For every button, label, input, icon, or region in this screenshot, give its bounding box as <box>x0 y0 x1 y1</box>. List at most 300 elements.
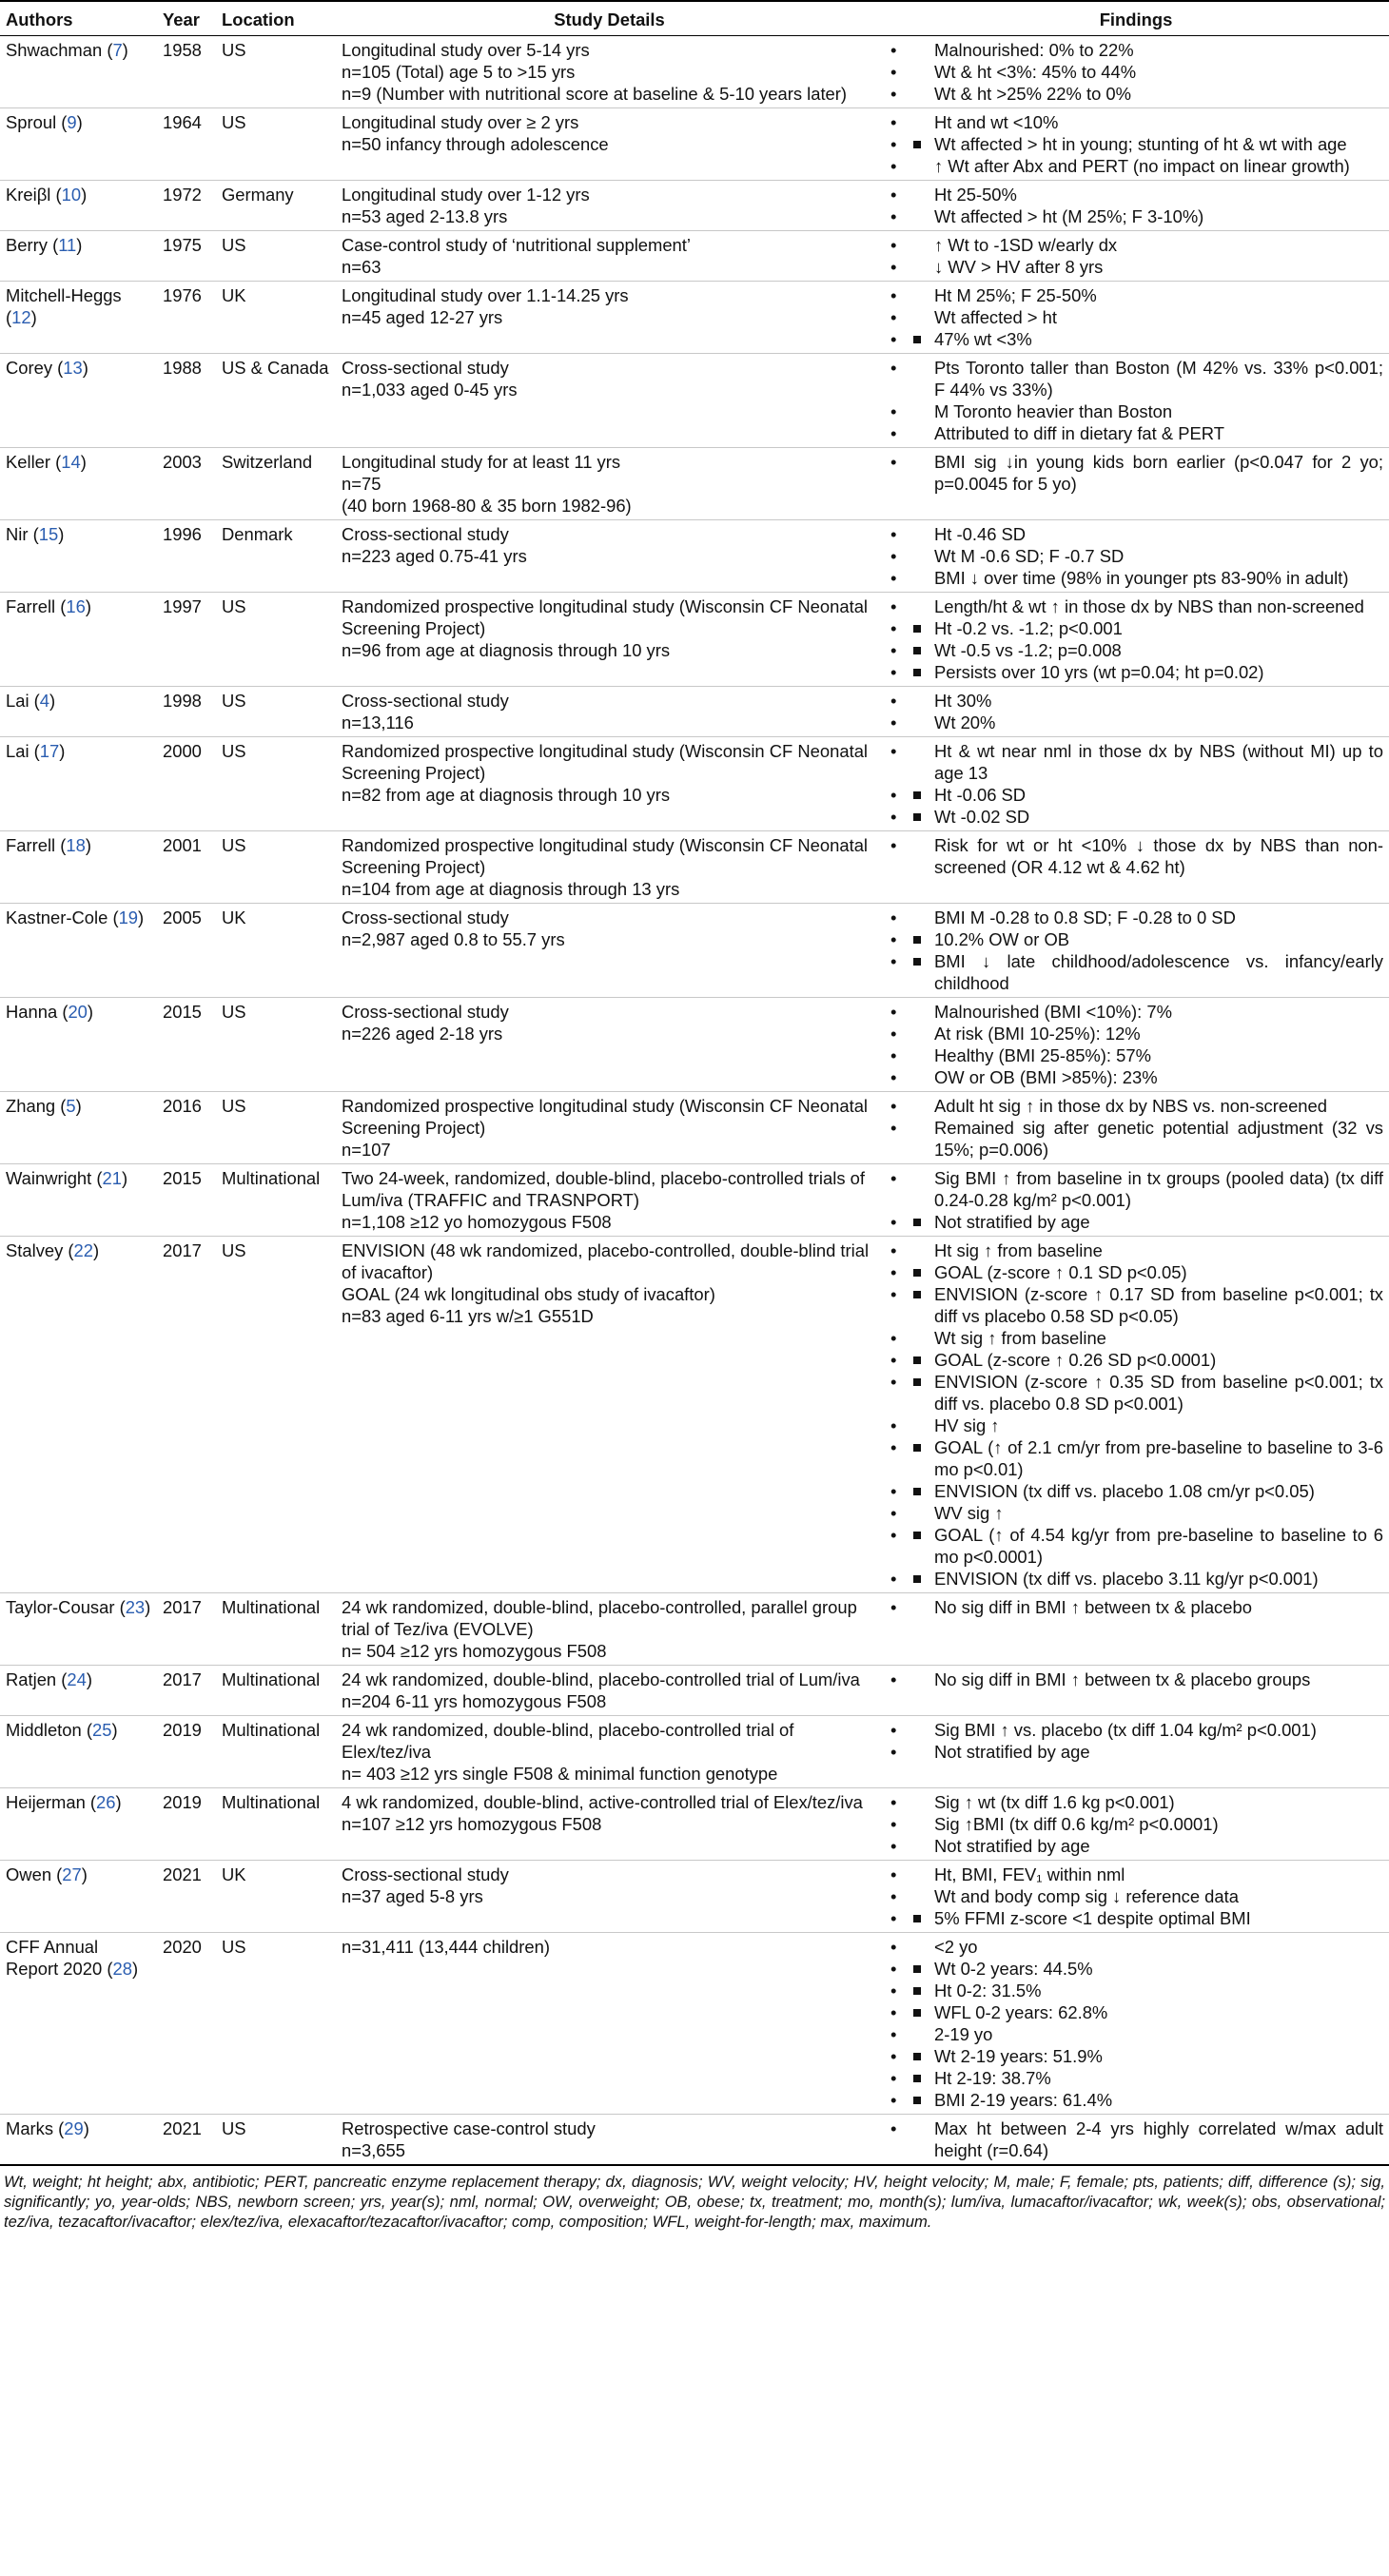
study-detail-line: n=75 <box>342 474 381 494</box>
table-row <box>0 520 1389 593</box>
table-row <box>0 904 1389 998</box>
finding-subitem: • Wt -0.5 vs -1.2; p=0.008 <box>889 639 1383 661</box>
cell-study-details <box>336 520 883 593</box>
cell-findings <box>883 1716 1389 1788</box>
cell-author: Taylor-Cousar (23) <box>0 1593 157 1666</box>
cell-year: 1998 <box>157 687 216 737</box>
header-location: Location <box>216 1 336 36</box>
cell-location: Multinational <box>216 1164 336 1237</box>
study-detail-line: Cross-sectional study <box>342 907 509 927</box>
cell-location: US <box>216 36 336 108</box>
author-name: Stalvey <box>6 1240 64 1260</box>
cell-author: Mitchell-Heggs (12) <box>0 282 157 354</box>
reference-link[interactable]: 18 <box>66 835 86 855</box>
finding-subitem: • Ht 0-2: 31.5% <box>889 1980 1383 2001</box>
study-detail-line: n= 403 ≥12 yrs single F508 & minimal function genotype <box>342 1764 778 1784</box>
finding-item: • Malnourished (BMI <10%): 7% <box>889 1001 1383 1023</box>
cell-author: Kreiβl (10) <box>0 181 157 231</box>
finding-item: • M Toronto heavier than Boston <box>889 400 1383 422</box>
author-name: Corey <box>6 358 53 378</box>
study-detail-line: Randomized prospective longitudinal study (Wisconsin CF Neonatal Screening Project) <box>342 835 869 877</box>
findings-list <box>889 523 1383 589</box>
finding-item: • WV sig ↑ <box>889 1502 1383 1524</box>
cell-study-details <box>336 282 883 354</box>
finding-item: • BMI sig ↓in young kids born earlier (p<0.047 for 2 yo; p=0.0045 for 5 yo) <box>889 451 1383 495</box>
cell-year: 2021 <box>157 2115 216 2166</box>
reference-link[interactable]: 20 <box>68 1002 88 1022</box>
cell-findings <box>883 448 1389 520</box>
findings-list <box>889 1239 1383 1590</box>
finding-subitem: • BMI 2-19 years: 61.4% <box>889 2089 1383 2111</box>
study-detail-line: Longitudinal study over 5-14 yrs <box>342 40 590 60</box>
finding-subitem: • Wt -0.02 SD <box>889 806 1383 828</box>
cell-study-details <box>336 1716 883 1788</box>
finding-item: • Sig BMI ↑ from baseline in tx groups (pooled data) (tx diff 0.24-0.28 kg/m² p<0.001) <box>889 1167 1383 1211</box>
finding-item: • Ht -0.46 SD <box>889 523 1383 545</box>
table-row <box>0 1237 1389 1593</box>
study-detail-line: n=53 aged 2-13.8 yrs <box>342 206 508 226</box>
study-detail-line: 24 wk randomized, double-blind, placebo-controlled trial of Elex/tez/iva <box>342 1720 794 1762</box>
finding-subitem: • 5% FFMI z-score <1 despite optimal BMI <box>889 1907 1383 1929</box>
finding-subitem: • 47% wt <3% <box>889 328 1383 350</box>
findings-list <box>889 834 1383 878</box>
cell-year: 2015 <box>157 998 216 1092</box>
cell-study-details <box>336 1666 883 1716</box>
reference-link[interactable]: 14 <box>61 452 81 472</box>
study-detail-line: n=226 aged 2-18 yrs <box>342 1024 503 1044</box>
finding-subitem: • GOAL (z-score ↑ 0.1 SD p<0.05) <box>889 1261 1383 1283</box>
reference-link[interactable]: 9 <box>67 112 77 132</box>
study-detail-line: n=105 (Total) age 5 to >15 yrs <box>342 62 576 82</box>
reference-link[interactable]: 24 <box>67 1669 87 1689</box>
finding-item: • Wt & ht >25% 22% to 0% <box>889 83 1383 105</box>
cell-study-details <box>336 737 883 831</box>
finding-item: • Wt affected > ht <box>889 306 1383 328</box>
reference-link[interactable]: 25 <box>91 1720 112 1740</box>
author-name: Farrell <box>6 596 56 616</box>
cell-location: Multinational <box>216 1666 336 1716</box>
author-name: Lai <box>6 741 29 761</box>
table-row <box>0 1092 1389 1164</box>
finding-item: • At risk (BMI 10-25%): 12% <box>889 1023 1383 1044</box>
finding-item: • Remained sig after genetic potential adjustment (32 vs 15%; p=0.006) <box>889 1117 1383 1161</box>
study-detail-line: n=223 aged 0.75-41 yrs <box>342 546 527 566</box>
table-row <box>0 231 1389 282</box>
cell-author: Corey (13) <box>0 354 157 448</box>
cell-author: Berry (11) <box>0 231 157 282</box>
study-detail-line: Cross-sectional study <box>342 691 509 711</box>
table-row <box>0 1666 1389 1716</box>
finding-subitem: • Wt affected > ht in young; stunting of ht & wt with age <box>889 133 1383 155</box>
cell-location: US <box>216 831 336 904</box>
author-name: Mitchell-Heggs <box>6 285 122 305</box>
cell-year: 1996 <box>157 520 216 593</box>
table-row <box>0 737 1389 831</box>
cell-year: 2005 <box>157 904 216 998</box>
finding-item: • 2-19 yo <box>889 2023 1383 2045</box>
findings-list <box>889 184 1383 227</box>
study-detail-line: n=37 aged 5-8 yrs <box>342 1886 483 1906</box>
reference-link[interactable]: 19 <box>118 907 139 927</box>
cell-location: UK <box>216 1861 336 1933</box>
finding-subitem: • Not stratified by age <box>889 1211 1383 1233</box>
study-detail-line: n=96 from age at diagnosis through 10 yrs <box>342 640 671 660</box>
cell-year: 2021 <box>157 1861 216 1933</box>
study-detail-line: n=104 from age at diagnosis through 13 yrs <box>342 879 680 899</box>
study-detail-line: GOAL (24 wk longitudinal obs study of ivacaftor) <box>342 1284 715 1304</box>
findings-list <box>889 1596 1383 1618</box>
cell-location: UK <box>216 282 336 354</box>
findings-list <box>889 357 1383 444</box>
reference-link[interactable]: 28 <box>112 1959 132 1979</box>
cell-year: 2019 <box>157 1716 216 1788</box>
cell-year: 1976 <box>157 282 216 354</box>
cell-study-details <box>336 1788 883 1861</box>
author-name: Heijerman <box>6 1792 86 1812</box>
cell-year: 2016 <box>157 1092 216 1164</box>
cell-location: US <box>216 1092 336 1164</box>
finding-item: • Sig ↑ wt (tx diff 1.6 kg p<0.001) <box>889 1791 1383 1813</box>
reference-link[interactable]: 26 <box>96 1792 116 1812</box>
cell-location: US <box>216 108 336 181</box>
cell-study-details <box>336 448 883 520</box>
table-row <box>0 1933 1389 2115</box>
finding-subitem: • WFL 0-2 years: 62.8% <box>889 2001 1383 2023</box>
finding-item: • Max ht between 2-4 yrs highly correlated w/max adult height (r=0.64) <box>889 2117 1383 2161</box>
finding-subitem: • Ht -0.2 vs. -1.2; p<0.001 <box>889 617 1383 639</box>
cell-year: 1972 <box>157 181 216 231</box>
reference-link[interactable]: 21 <box>102 1168 122 1188</box>
study-detail-line: Cross-sectional study <box>342 358 509 378</box>
finding-item: • ↓ WV > HV after 8 yrs <box>889 256 1383 278</box>
finding-item: • Pts Toronto taller than Boston (M 42% vs. 33% p<0.001; F 44% vs 33%) <box>889 357 1383 400</box>
cell-author: Lai (17) <box>0 737 157 831</box>
cell-location: Denmark <box>216 520 336 593</box>
finding-item: • Ht and wt <10% <box>889 111 1383 133</box>
reference-link[interactable]: 5 <box>66 1096 76 1116</box>
study-detail-line: n=50 infancy through adolescence <box>342 134 609 154</box>
cell-findings <box>883 1933 1389 2115</box>
author-name: Middleton <box>6 1720 82 1740</box>
cell-location: US & Canada <box>216 354 336 448</box>
author-name: Nir <box>6 524 29 544</box>
author-name: Sproul <box>6 112 57 132</box>
study-detail-line: n=13,116 <box>342 712 414 732</box>
reference-link[interactable]: 27 <box>62 1864 82 1884</box>
cell-author: Middleton (25) <box>0 1716 157 1788</box>
table-row <box>0 593 1389 687</box>
cell-location: US <box>216 687 336 737</box>
cell-findings <box>883 520 1389 593</box>
reference-link[interactable]: 12 <box>11 307 31 327</box>
finding-item: • <2 yo <box>889 1936 1383 1958</box>
cell-findings <box>883 737 1389 831</box>
study-detail-line: n=63 <box>342 257 381 277</box>
study-detail-line: n=83 aged 6-11 yrs w/≥1 G551D <box>342 1306 594 1326</box>
reference-link[interactable]: 4 <box>39 691 50 711</box>
cell-location: US <box>216 998 336 1092</box>
cell-year: 2019 <box>157 1788 216 1861</box>
finding-subitem: • GOAL (↑ of 2.1 cm/yr from pre-baseline to baseline to 3-6 mo p<0.01) <box>889 1436 1383 1480</box>
reference-link[interactable]: 29 <box>64 2118 84 2138</box>
reference-link[interactable]: 22 <box>73 1240 94 1260</box>
cell-findings <box>883 354 1389 448</box>
header-findings: Findings <box>883 1 1389 36</box>
findings-list <box>889 1001 1383 1088</box>
finding-item: • Ht 25-50% <box>889 184 1383 205</box>
cell-study-details <box>336 1092 883 1164</box>
study-detail-line: Longitudinal study for at least 11 yrs <box>342 452 621 472</box>
cell-author: Lai (4) <box>0 687 157 737</box>
table-row <box>0 1164 1389 1237</box>
study-detail-line: n=9 (Number with nutritional score at baseline & 5-10 years later) <box>342 84 848 104</box>
finding-subitem: • Persists over 10 yrs (wt p=0.04; ht p=0.02) <box>889 661 1383 683</box>
finding-item: • Sig BMI ↑ vs. placebo (tx diff 1.04 kg/m² p<0.001) <box>889 1719 1383 1741</box>
author-name: Ratjen <box>6 1669 57 1689</box>
cell-study-details <box>336 36 883 108</box>
findings-list <box>889 1864 1383 1929</box>
reference-link[interactable]: 17 <box>39 741 60 761</box>
header-year: Year <box>157 1 216 36</box>
findings-list <box>889 284 1383 350</box>
cell-findings <box>883 593 1389 687</box>
cell-findings <box>883 1861 1389 1933</box>
cell-location: US <box>216 231 336 282</box>
author-name: Kastner-Cole <box>6 907 108 927</box>
cell-year: 2000 <box>157 737 216 831</box>
finding-item: • No sig diff in BMI ↑ between tx & placebo groups <box>889 1669 1383 1690</box>
table-row <box>0 998 1389 1092</box>
finding-item: • Ht 30% <box>889 690 1383 712</box>
cell-findings <box>883 904 1389 998</box>
finding-item: • Length/ht & wt ↑ in those dx by NBS than non-screened <box>889 595 1383 617</box>
findings-list <box>889 1095 1383 1161</box>
author-name: Berry <box>6 235 48 255</box>
study-detail-line: Retrospective case-control study <box>342 2118 596 2138</box>
cell-location: US <box>216 2115 336 2166</box>
table-row <box>0 2115 1389 2166</box>
finding-subitem: • ENVISION (tx diff vs. placebo 1.08 cm/yr p<0.05) <box>889 1480 1383 1502</box>
author-name: Shwachman <box>6 40 103 60</box>
reference-link[interactable]: 23 <box>125 1597 146 1617</box>
cell-study-details <box>336 108 883 181</box>
cell-findings <box>883 998 1389 1092</box>
cell-location: UK <box>216 904 336 998</box>
findings-list <box>889 595 1383 683</box>
finding-item: • HV sig ↑ <box>889 1415 1383 1436</box>
cell-findings <box>883 282 1389 354</box>
cell-study-details <box>336 593 883 687</box>
cell-findings <box>883 1092 1389 1164</box>
cell-findings <box>883 687 1389 737</box>
cell-author: Farrell (18) <box>0 831 157 904</box>
findings-list <box>889 39 1383 105</box>
findings-list <box>889 234 1383 278</box>
finding-item: • Not stratified by age <box>889 1741 1383 1763</box>
finding-subitem: • 10.2% OW or OB <box>889 928 1383 950</box>
table-row <box>0 181 1389 231</box>
study-detail-line: n= 504 ≥12 yrs homozygous F508 <box>342 1641 607 1661</box>
cell-author: Sproul (9) <box>0 108 157 181</box>
finding-item: • OW or OB (BMI >85%): 23% <box>889 1066 1383 1088</box>
study-detail-line: Cross-sectional study <box>342 1864 509 1884</box>
findings-list <box>889 907 1383 994</box>
cell-location: Multinational <box>216 1788 336 1861</box>
cell-author: Ratjen (24) <box>0 1666 157 1716</box>
table-row <box>0 1861 1389 1933</box>
study-detail-line: n=31,411 (13,444 children) <box>342 1937 550 1957</box>
finding-subitem: • BMI ↓ late childhood/adolescence vs. infancy/early childhood <box>889 950 1383 994</box>
cell-findings <box>883 1237 1389 1593</box>
study-detail-line: Randomized prospective longitudinal study (Wisconsin CF Neonatal Screening Project) <box>342 741 869 783</box>
cell-location: US <box>216 1933 336 2115</box>
table-row <box>0 831 1389 904</box>
table-row <box>0 282 1389 354</box>
cell-location: US <box>216 1237 336 1593</box>
author-name: Farrell <box>6 835 56 855</box>
author-name: Taylor-Cousar <box>6 1597 115 1617</box>
cell-study-details <box>336 1237 883 1593</box>
finding-subitem: • Wt 2-19 years: 51.9% <box>889 2045 1383 2067</box>
cell-findings <box>883 1666 1389 1716</box>
cell-year: 1964 <box>157 108 216 181</box>
cell-findings <box>883 108 1389 181</box>
cell-author: Keller (14) <box>0 448 157 520</box>
cell-location: Multinational <box>216 1716 336 1788</box>
finding-item: • Wt & ht <3%: 45% to 44% <box>889 61 1383 83</box>
finding-subitem: • ENVISION (z-score ↑ 0.17 SD from baseline p<0.001; tx diff vs placebo 0.58 SD p<0.05) <box>889 1283 1383 1327</box>
author-name: Zhang <box>6 1096 56 1116</box>
table-row <box>0 1716 1389 1788</box>
cell-study-details <box>336 1164 883 1237</box>
cell-author: Hanna (20) <box>0 998 157 1092</box>
cell-findings <box>883 1164 1389 1237</box>
cell-year: 1988 <box>157 354 216 448</box>
cell-study-details <box>336 354 883 448</box>
study-detail-line: n=45 aged 12-27 yrs <box>342 307 503 327</box>
finding-item: • Healthy (BMI 25-85%): 57% <box>889 1044 1383 1066</box>
study-detail-line: Cross-sectional study <box>342 524 509 544</box>
cell-study-details <box>336 687 883 737</box>
findings-list <box>889 451 1383 495</box>
study-detail-line: Longitudinal study over ≥ 2 yrs <box>342 112 579 132</box>
table-row <box>0 687 1389 737</box>
cell-year: 1958 <box>157 36 216 108</box>
finding-subitem: • Ht -0.06 SD <box>889 784 1383 806</box>
cell-findings <box>883 1788 1389 1861</box>
finding-item: • Wt M -0.6 SD; F -0.7 SD <box>889 545 1383 567</box>
study-detail-line: n=2,987 aged 0.8 to 55.7 yrs <box>342 929 565 949</box>
study-detail-line: Case-control study of ‘nutritional supplement’ <box>342 235 691 255</box>
cell-year: 2017 <box>157 1666 216 1716</box>
study-detail-line: n=82 from age at diagnosis through 10 yrs <box>342 785 671 805</box>
finding-item: • Wt affected > ht (M 25%; F 3-10%) <box>889 205 1383 227</box>
finding-item: • Wt sig ↑ from baseline <box>889 1327 1383 1349</box>
cell-findings <box>883 36 1389 108</box>
cell-author: Owen (27) <box>0 1861 157 1933</box>
finding-item: • BMI ↓ over time (98% in younger pts 83-90% in adult) <box>889 567 1383 589</box>
finding-subitem: • ENVISION (tx diff vs. placebo 3.11 kg/yr p<0.001) <box>889 1568 1383 1590</box>
finding-item: • Risk for wt or ht <10% ↓ those dx by NBS than non-screened (OR 4.12 wt & 4.62 ht) <box>889 834 1383 878</box>
table-row <box>0 354 1389 448</box>
study-detail-line: 4 wk randomized, double-blind, active-controlled trial of Elex/tez/iva <box>342 1792 863 1812</box>
author-name: Wainwright <box>6 1168 92 1188</box>
cell-study-details <box>336 2115 883 2166</box>
cell-year: 2015 <box>157 1164 216 1237</box>
cell-author: Marks (29) <box>0 2115 157 2166</box>
reference-link[interactable]: 13 <box>63 358 83 378</box>
cell-study-details <box>336 831 883 904</box>
study-detail-line: Longitudinal study over 1-12 yrs <box>342 185 590 205</box>
finding-item: • Wt and body comp sig ↓ reference data <box>889 1885 1383 1907</box>
findings-list <box>889 1791 1383 1857</box>
cell-location: US <box>216 593 336 687</box>
table-row <box>0 36 1389 108</box>
findings-list <box>889 1719 1383 1763</box>
study-detail-line: n=1,108 ≥12 yo homozygous F508 <box>342 1212 612 1232</box>
cell-location: Switzerland <box>216 448 336 520</box>
author-name: Kreiβl <box>6 185 51 205</box>
study-detail-line: n=107 ≥12 yrs homozygous F508 <box>342 1814 602 1834</box>
study-detail-line: (40 born 1968-80 & 35 born 1982-96) <box>342 496 632 516</box>
reference-link[interactable]: 16 <box>66 596 86 616</box>
table-footnote: Wt, weight; ht height; abx, antibiotic; PERT, pancreatic enzyme replacement therapy; dx, diagnosis; WV, weight velocity; HV, height velocity; M, male; F, female; pts, patients; diff, difference (s); sig, significantly; yo, year-olds; NBS, newborn screen; yrs, year(s); nml, normal; OW, overweight; OB, obese; tx, treatment; mo, month(s); lum/iva, lumacaftor/ivacaftor; wk, week(s); obs, observational; tez/iva, tezacaftor/ivacaftor; elex/tez/iva, elexacaftor/tezacaftor/ivacaftor; comp, composition; WFL, weight-for-length; max, maximum. <box>4 2173 1385 2231</box>
findings-list <box>889 1936 1383 2111</box>
finding-item: • Wt 20% <box>889 712 1383 733</box>
cell-study-details <box>336 181 883 231</box>
study-detail-line: n=3,655 <box>342 2140 405 2160</box>
finding-item: • Ht M 25%; F 25-50% <box>889 284 1383 306</box>
header-authors: Authors <box>0 1 157 36</box>
findings-list <box>889 1167 1383 1233</box>
author-name: Hanna <box>6 1002 58 1022</box>
cell-findings <box>883 1593 1389 1666</box>
cell-year: 2020 <box>157 1933 216 2115</box>
reference-link[interactable]: 7 <box>112 40 123 60</box>
cell-author: Wainwright (21) <box>0 1164 157 1237</box>
cell-location: Germany <box>216 181 336 231</box>
study-detail-line: n=107 <box>342 1140 391 1160</box>
cell-author: Farrell (16) <box>0 593 157 687</box>
finding-item: • Not stratified by age <box>889 1835 1383 1857</box>
cell-year: 2003 <box>157 448 216 520</box>
reference-link[interactable]: 11 <box>58 235 77 255</box>
header-row <box>0 1 1389 36</box>
reference-link[interactable]: 15 <box>38 524 59 544</box>
cell-study-details <box>336 231 883 282</box>
study-detail-line: n=1,033 aged 0-45 yrs <box>342 380 518 400</box>
table-row <box>0 448 1389 520</box>
header-study-details: Study Details <box>336 1 883 36</box>
cell-year: 2017 <box>157 1237 216 1593</box>
author-name: CFF Annual Report 2020 <box>6 1937 103 1979</box>
finding-subitem: • Ht 2-19: 38.7% <box>889 2067 1383 2089</box>
cell-author: Zhang (5) <box>0 1092 157 1164</box>
study-detail-line: ENVISION (48 wk randomized, placebo-controlled, double-blind trial of ivacaftor) <box>342 1240 870 1282</box>
study-detail-line: Two 24-week, randomized, double-blind, placebo-controlled trials of Lum/iva (TRAFFIC and TRASNPORT) <box>342 1168 865 1210</box>
findings-list <box>889 740 1383 828</box>
table-body <box>0 36 1389 2166</box>
study-detail-line: n=204 6-11 yrs homozygous F508 <box>342 1691 607 1711</box>
findings-list <box>889 1669 1383 1690</box>
finding-subitem: • ENVISION (z-score ↑ 0.35 SD from baseline p<0.001; tx diff vs. placebo 0.8 SD p<0.001) <box>889 1371 1383 1415</box>
cell-location: US <box>216 737 336 831</box>
reference-link[interactable]: 10 <box>61 185 82 205</box>
cell-study-details <box>336 1933 883 2115</box>
cell-author: Stalvey (22) <box>0 1237 157 1593</box>
study-detail-line: 24 wk randomized, double-blind, placebo-controlled, parallel group trial of Tez/iva (EVOLVE) <box>342 1597 857 1639</box>
finding-item: • ↑ Wt to -1SD w/early dx <box>889 234 1383 256</box>
